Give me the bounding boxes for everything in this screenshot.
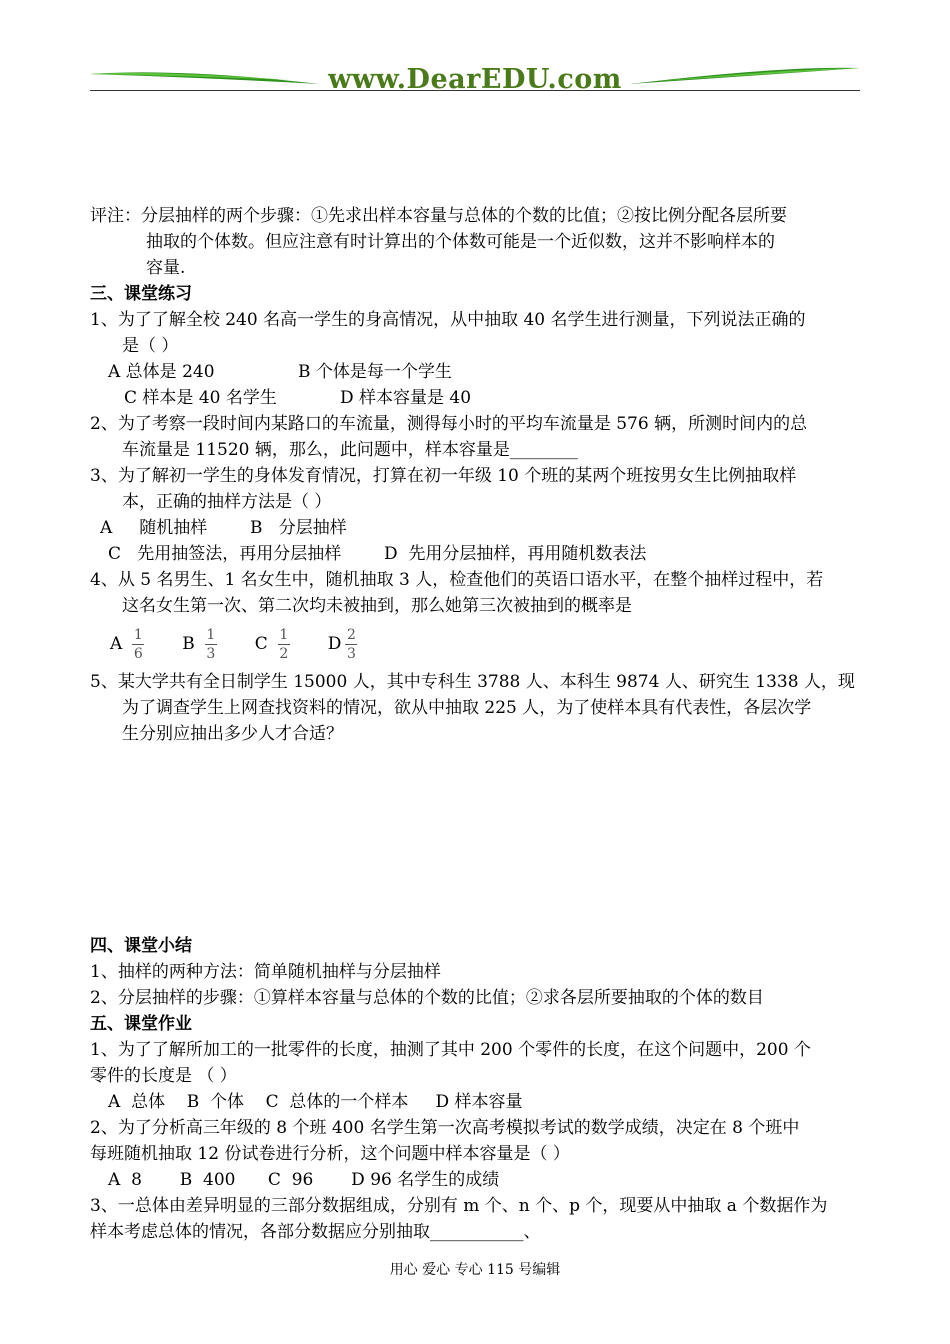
fraction [132, 626, 144, 663]
fraction-option [182, 626, 217, 663]
question-line: 2、为了考察一段时间内某路口的车流量，测得每小时的平均车流量是 576 辆，所测时间内的总 [90, 414, 808, 434]
numerator: 2 [346, 626, 356, 643]
option-b: B 分层抽样 [250, 518, 347, 538]
question-line: 2、为了分析高三年级的 8 个班 400 名学生第一次高考模拟考试的数学成绩，决定在 8 个班中 [90, 1118, 800, 1138]
note-line: 抽取的个体数。但应注意有时计算出的个体数可能是一个近似数，这并不影响样本的 [146, 232, 775, 252]
option-label: D [327, 634, 342, 654]
option-row [90, 515, 862, 541]
note-line: 容量. [146, 258, 186, 278]
numerator: 1 [206, 626, 216, 643]
option-row [90, 541, 862, 567]
fraction [345, 626, 357, 663]
option-b: B 个体是每一个学生 [298, 362, 452, 382]
option-c: C 先用抽签法，再用分层抽样 [108, 544, 342, 564]
option-a: A 随机抽样 [100, 518, 208, 538]
question-line: 1、为了了解所加工的一批零件的长度，抽测了其中 200 个零件的长度，在这个问题中，200 个 [90, 1040, 811, 1060]
option-row [90, 359, 862, 385]
question-line: 本，正确的抽样方法是（ ） [122, 492, 332, 512]
option-d: D 样本容量是 40 [340, 388, 472, 408]
option-label: C [254, 634, 268, 654]
question-line: 1、为了了解全校 240 名高一学生的身高情况，从中抽取 40 名学生进行测量，下列说法正确的 [90, 310, 806, 330]
question-line: 3、为了解初一学生的身体发育情况，打算在初一年级 10 个班的某两个班按男女生比例抽取样 [90, 466, 797, 486]
question-line: 3、一总体由差异明显的三部分数据组成，分别有 m 个、n 个、p 个，现要从中抽取 a 个数据作为 [90, 1196, 828, 1216]
section-heading: 五、课堂作业 [90, 1014, 192, 1034]
option-label: A [110, 634, 123, 654]
question-line: 每班随机抽取 12 份试卷进行分析，这个问题中样本容量是（ ） [90, 1144, 570, 1164]
fraction [205, 626, 217, 663]
site-logo-text: www.DearEDU.com [328, 64, 622, 95]
fraction-option [328, 626, 358, 663]
question-line: 5、某大学共有全日制学生 15000 人，其中专科生 3788 人、本科生 9874 人、研究生 1338 人，现 [90, 672, 855, 692]
fraction [278, 626, 290, 663]
option-d: D 先用分层抽样，再用随机数表法 [384, 544, 647, 564]
denominator: 2 [279, 645, 289, 662]
option-row [90, 385, 862, 411]
section-heading: 四、课堂小结 [90, 936, 192, 956]
note-line: 评注：分层抽样的两个步骤：①先求出样本容量与总体的个数的比值；②按比例分配各层所要 [90, 206, 787, 226]
question-line: 这名女生第一次、第二次均未被抽到，那么她第三次被抽到的概率是 [122, 596, 632, 616]
question-line: 零件的长度是 （ ） [90, 1066, 237, 1086]
option-row: A 8 B 400 C 96 D 96 名学生的成绩 [108, 1170, 500, 1190]
section-heading: 三、课堂练习 [90, 284, 192, 304]
question-line: 4、从 5 名男生、1 名女生中，随机抽取 3 人，检查他们的英语口语水平，在整个抽样过程中，若 [90, 570, 824, 590]
page-footer: 用心 爱心 专心 115 号编辑 [389, 1262, 561, 1278]
summary-line: 2、分层抽样的步骤：①算样本容量与总体的个数的比值；②求各层所要抽取的个体的数目 [90, 988, 764, 1008]
summary-line: 1、抽样的两种方法：简单随机抽样与分层抽样 [90, 962, 441, 982]
option-c: C 样本是 40 名学生 [124, 388, 277, 408]
numerator: 1 [133, 626, 143, 643]
denominator: 3 [206, 645, 216, 662]
question-line: 生分别应抽出多少人才合适？ [122, 724, 343, 744]
fraction-option [110, 626, 144, 663]
fraction-option [255, 626, 290, 663]
numerator: 1 [279, 626, 289, 643]
question-line: 车流量是 11520 辆，那么，此问题中，样本容量是________ [122, 440, 578, 460]
question-line: 是（ ） [122, 336, 179, 356]
option-row: A 总体 B 个体 C 总体的一个样本 D 样本容量 [108, 1092, 523, 1112]
fraction-options [90, 621, 862, 667]
option-a: A 总体是 240 [108, 362, 215, 382]
answer-space [90, 747, 862, 933]
question-line: 为了调查学生上网查找资料的情况，欲从中抽取 225 人，为了使样本具有代表性，各层次学 [122, 698, 812, 718]
option-label: B [182, 634, 195, 654]
question-line: 样本考虑总体的情况，各部分数据应分别抽取___________、 [90, 1222, 541, 1242]
header-rule [90, 90, 860, 91]
denominator: 6 [133, 645, 143, 662]
denominator: 3 [346, 645, 356, 662]
main-content [90, 203, 862, 1245]
